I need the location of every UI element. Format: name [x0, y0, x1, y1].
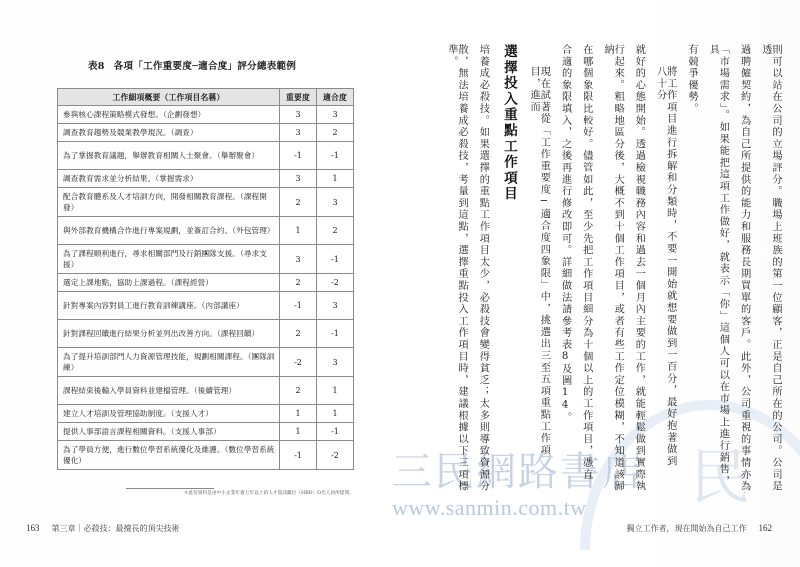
column-header-fit: 適合度 [317, 89, 354, 106]
watermark-ghost-glyph: 民 [690, 443, 750, 513]
cell-importance: 3 [280, 106, 317, 124]
table-row [58, 348, 354, 377]
text-column: 現在試著從「工作重要度─適合度四象限」中，挑選出三至五項重點工作項目，進而 [528, 66, 550, 457]
cell-fit: 3 [317, 106, 354, 124]
footer-left [26, 523, 180, 534]
cell-description: 提供人事部語言課程相關資料。（支援人事部） [58, 423, 280, 441]
table-header [58, 89, 354, 106]
table-row [58, 217, 354, 245]
cell-importance: 1 [280, 405, 317, 423]
page-number-right: 162 [758, 523, 772, 533]
text-column: 培養成必殺技。如果選擇的重點工作項目太少，必殺技會變得貧乏；太多則導致資源分 [477, 44, 489, 493]
table-header-row [58, 89, 354, 106]
cell-description: 針對課程回饋進行結果分析並列出改善方向。（課程回饋） [58, 320, 280, 348]
table-caption-number: 表8 [88, 61, 105, 72]
table-row [58, 405, 354, 423]
footer-right-text: 獨立工作者，現在開始為自己工作 [626, 524, 747, 533]
cell-description: 選定上課地點，協助上課過程。（課程經營） [58, 274, 280, 292]
work-importance-fit-table [57, 88, 354, 470]
cell-fit: 2 [317, 124, 354, 142]
table-row [58, 292, 354, 320]
cell-importance: 2 [280, 320, 317, 348]
table-row [58, 188, 354, 217]
cell-description: 配合教育體系及人才培訓方向，開發相關教育課程。（課程開發） [58, 188, 280, 217]
vertical-text-block [435, 44, 780, 499]
cell-fit: -1 [317, 245, 354, 274]
cell-importance: -1 [280, 441, 317, 470]
cell-importance: 3 [280, 170, 317, 188]
table-row [58, 124, 354, 142]
cell-importance: -1 [280, 292, 317, 320]
table-row [58, 142, 354, 170]
text-column: 合適的象限填入，之後再進行修改即可。詳細做法請參考表8及圖14。 [559, 44, 571, 424]
cell-importance: -1 [280, 142, 317, 170]
text-column: 過聘僱契約，為自己所提供的能力和服務長期買單的客戶。此外，公司重視的事情亦為 [738, 44, 750, 493]
table-row [58, 170, 354, 188]
cell-importance: 1 [280, 423, 317, 441]
cell-fit: 1 [317, 170, 354, 188]
column-header-importance: 重要度 [280, 89, 317, 106]
cell-description: 為了掌握教育議題，舉辦教育相關人士聚會。（舉辦聚會） [58, 142, 280, 170]
cell-fit: 3 [317, 188, 354, 217]
cell-fit: 2 [317, 217, 354, 245]
cell-description: 為了學員方便，進行數位學習系統優化及維護。（數位學習系統優化） [58, 441, 280, 470]
cell-fit: 1 [317, 405, 354, 423]
cell-importance: 3 [280, 245, 317, 274]
cell-description: 課程結束後輸入學員資料並建檔管理。（後續管理） [58, 377, 280, 405]
table-row [58, 377, 354, 405]
cell-description: 與外部教育機構合作進行專案規劃，並簽訂合約。（外包管理） [58, 217, 280, 245]
table-caption [88, 58, 296, 72]
table-note-rule [126, 488, 214, 489]
cell-fit: -1 [317, 320, 354, 348]
cell-fit: -1 [317, 142, 354, 170]
text-column: 有競爭優勢。 [685, 44, 697, 115]
cell-description: 針對專案內容對員工進行教育訓練講座。（內部講座） [58, 292, 280, 320]
table-note: ＊此份資料是由中小企業年資七年以上的人才資訊職位（HRD）O氏人員所提問。 [183, 491, 354, 496]
cell-importance: 2 [280, 188, 317, 217]
table-body [58, 106, 354, 470]
text-column: 在哪個象限比較好。儘管如此，至少先把工作項目細分為十個以上的工作項目，憑直 [580, 44, 592, 481]
cell-importance: 3 [280, 124, 317, 142]
cell-description: 為了提升培訓部門人力資源管理技能，規劃相關課程。（團隊訓練） [58, 348, 280, 377]
cell-importance: -2 [280, 348, 317, 377]
table-caption-title: 各項「工作重要度─適合度」評分總表範例 [113, 61, 297, 72]
cell-fit: -2 [317, 441, 354, 470]
cell-importance: 2 [280, 377, 317, 405]
text-column: 「市場需求」。如果能把這項工作做好，就表示「你」這個人可以在市場上進行銷售，具 [707, 44, 729, 488]
cell-importance: 2 [280, 274, 317, 292]
text-column: 則可以站在公司的立場評分。職場上班族的第一位顧客，正是自己所在的公司。公司是透 [759, 44, 781, 493]
right-page [400, 0, 800, 567]
section-heading: 選擇投入重點工作項目 [500, 44, 517, 202]
cell-fit: -1 [317, 423, 354, 441]
footer-right [627, 523, 773, 534]
cell-fit: 3 [317, 292, 354, 320]
cell-fit: 1 [317, 377, 354, 405]
column-header-description: 工作細項概要（工作項目名稱） [58, 89, 280, 106]
cell-description: 調查教育趨勢及競業教學現況。（調查） [58, 124, 280, 142]
text-column: 將工作項目進行拆解和分類時，不要一開始就想要做到一百分，最好抱著做到八十分 [654, 66, 676, 468]
cell-description: 建立人才培訓及管理協助制度。（支援人才） [58, 405, 280, 423]
footer-left-text: 第三章｜必殺技：最擅長的頂尖技術 [51, 524, 180, 533]
table-row [58, 245, 354, 274]
table-row [58, 106, 354, 124]
watermark-brand: 三民網路書店 [392, 449, 644, 495]
page-number-left: 163 [26, 523, 40, 533]
table-row [58, 274, 354, 292]
watermark-url: www.sanmin.com.tw [392, 495, 587, 520]
text-column: 行起來。粗略地區分後，大概不到十個工作項目，或者有些工作定位模糊，不知道該歸納 [601, 44, 624, 493]
cell-description: 調查教育需求並分析結果。（掌握需求） [58, 170, 280, 188]
cell-description: 參與核心課程策略模式發想。（企劃發想） [58, 106, 280, 124]
text-column: 就好的心態開始。透過檢視職務內容和過去一個月內主要的工作，就能輕鬆做到實際執 [633, 44, 645, 493]
text-column: 散，無法培養成必殺技，考量到這點，選擇重點投入工作項目時，建議根據以下三項標準。 [445, 44, 468, 493]
cell-importance: 1 [280, 217, 317, 245]
cell-fit: -2 [317, 274, 354, 292]
table-row [58, 320, 354, 348]
table-row [58, 423, 354, 441]
cell-description: 為了課程順利進行，尋求相關部門及行銷團隊支援。（尋求支援） [58, 245, 280, 274]
cell-fit: 3 [317, 348, 354, 377]
table-row [58, 441, 354, 470]
